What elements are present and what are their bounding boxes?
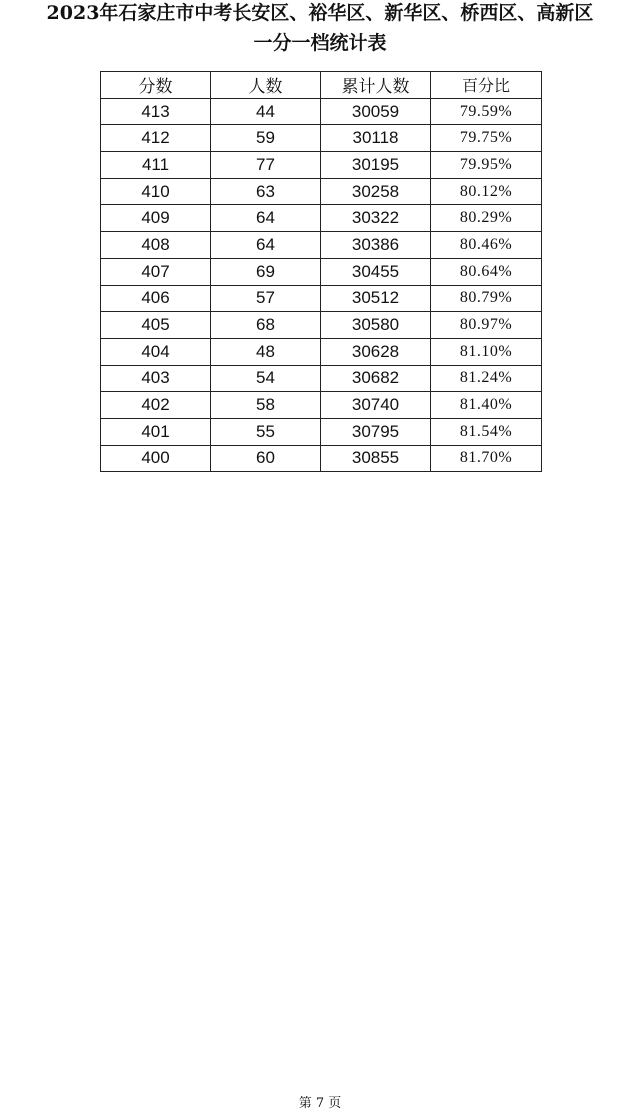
cell-score: 413 [101, 98, 211, 125]
header-cumulative: 累计人数 [321, 72, 431, 99]
cell-count: 68 [211, 312, 321, 339]
table-row [101, 125, 542, 152]
cell-score: 406 [101, 285, 211, 312]
cell-cumulative: 30628 [321, 338, 431, 365]
cell-score: 402 [101, 392, 211, 419]
cell-count: 54 [211, 365, 321, 392]
cell-count: 64 [211, 232, 321, 259]
cell-percentage: 80.79% [431, 285, 542, 312]
cell-score: 403 [101, 365, 211, 392]
cell-percentage: 81.70% [431, 445, 542, 472]
document-title-line-1: 2023年石家庄市中考长安区、裕华区、新华区、桥西区、高新区 [46, 2, 594, 24]
cell-score: 409 [101, 205, 211, 232]
table-row [101, 178, 542, 205]
table-row [101, 98, 542, 125]
cell-cumulative: 30682 [321, 365, 431, 392]
cell-count: 48 [211, 338, 321, 365]
cell-cumulative: 30740 [321, 392, 431, 419]
cell-count: 77 [211, 152, 321, 179]
cell-count: 57 [211, 285, 321, 312]
cell-percentage: 79.75% [431, 125, 542, 152]
cell-count: 44 [211, 98, 321, 125]
header-percentage: 百分比 [431, 72, 542, 99]
page-number: 第 7 页 [298, 1096, 342, 1111]
cell-count: 58 [211, 392, 321, 419]
cell-cumulative: 30512 [321, 285, 431, 312]
cell-percentage: 80.97% [431, 312, 542, 339]
cell-count: 60 [211, 445, 321, 472]
table-row [101, 365, 542, 392]
cell-percentage: 80.46% [431, 232, 542, 259]
cell-percentage: 79.59% [431, 98, 542, 125]
cell-count: 59 [211, 125, 321, 152]
cell-cumulative: 30386 [321, 232, 431, 259]
table-body [101, 98, 542, 472]
table-row [101, 445, 542, 472]
header-count: 人数 [211, 72, 321, 99]
cell-cumulative: 30195 [321, 152, 431, 179]
cell-count: 69 [211, 258, 321, 285]
document-title-line-2: 一分一档统计表 [253, 32, 387, 54]
cell-score: 412 [101, 125, 211, 152]
table-row [101, 418, 542, 445]
table-row [101, 338, 542, 365]
table-row [101, 258, 542, 285]
cell-percentage: 79.95% [431, 152, 542, 179]
cell-cumulative: 30455 [321, 258, 431, 285]
cell-cumulative: 30795 [321, 418, 431, 445]
score-distribution-table [100, 71, 542, 472]
cell-score: 401 [101, 418, 211, 445]
cell-cumulative: 30322 [321, 205, 431, 232]
table-header-row [101, 72, 542, 99]
cell-cumulative: 30258 [321, 178, 431, 205]
table-row [101, 152, 542, 179]
table-row [101, 285, 542, 312]
cell-score: 411 [101, 152, 211, 179]
cell-score: 405 [101, 312, 211, 339]
cell-cumulative: 30580 [321, 312, 431, 339]
cell-cumulative: 30118 [321, 125, 431, 152]
table-row [101, 205, 542, 232]
cell-percentage: 80.29% [431, 205, 542, 232]
cell-score: 408 [101, 232, 211, 259]
cell-count: 63 [211, 178, 321, 205]
cell-percentage: 80.12% [431, 178, 542, 205]
cell-score: 407 [101, 258, 211, 285]
cell-cumulative: 30855 [321, 445, 431, 472]
cell-percentage: 81.40% [431, 392, 542, 419]
table-row [101, 232, 542, 259]
cell-percentage: 81.10% [431, 338, 542, 365]
cell-score: 400 [101, 445, 211, 472]
cell-count: 55 [211, 418, 321, 445]
table-row [101, 392, 542, 419]
table-row [101, 312, 542, 339]
cell-cumulative: 30059 [321, 98, 431, 125]
cell-percentage: 81.24% [431, 365, 542, 392]
header-score: 分数 [101, 72, 211, 99]
cell-score: 404 [101, 338, 211, 365]
cell-score: 410 [101, 178, 211, 205]
cell-percentage: 81.54% [431, 418, 542, 445]
cell-percentage: 80.64% [431, 258, 542, 285]
cell-count: 64 [211, 205, 321, 232]
